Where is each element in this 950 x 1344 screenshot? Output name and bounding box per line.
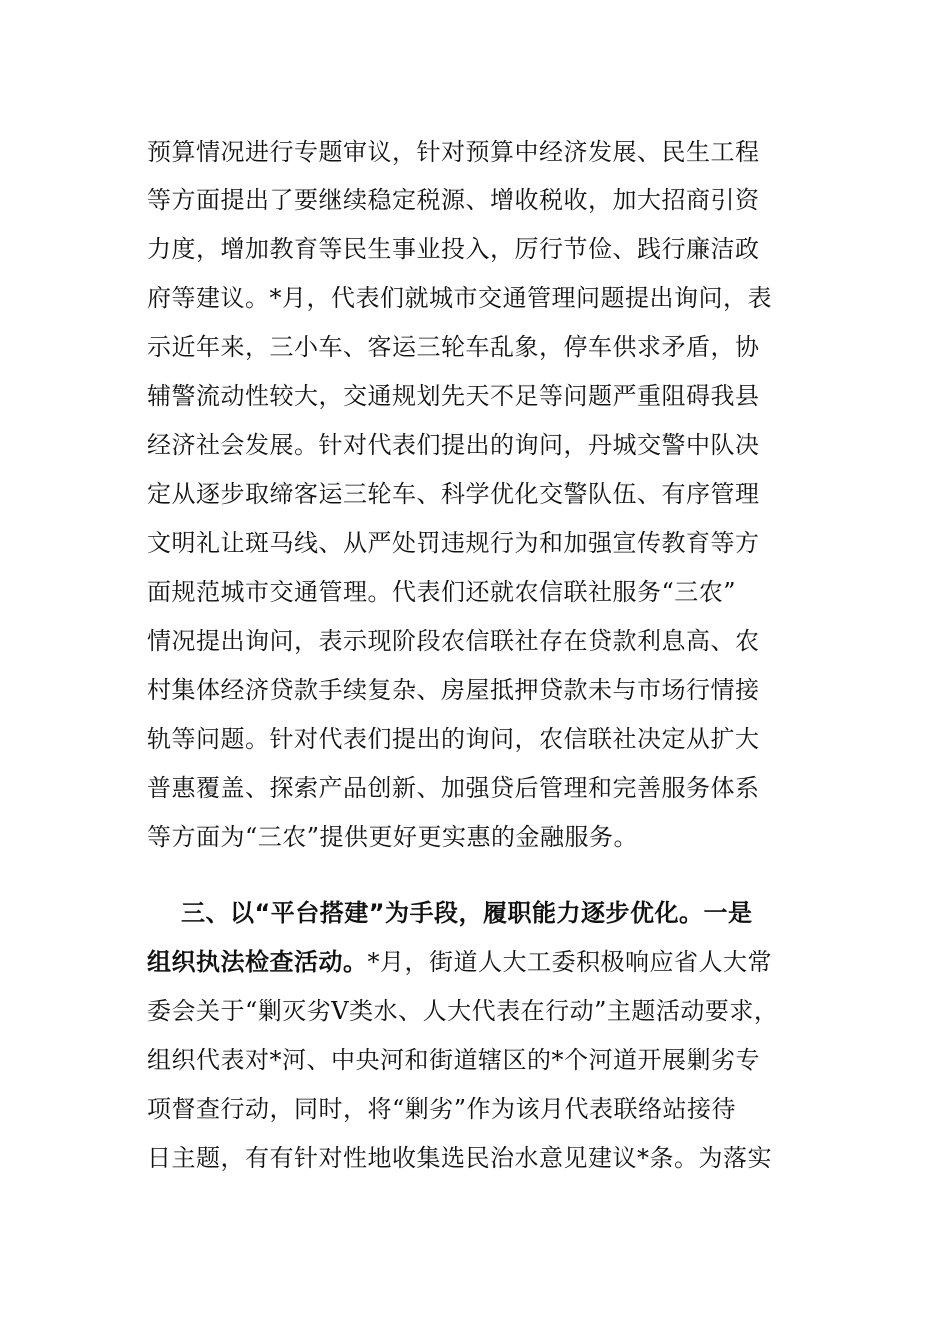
text-line: 委会关于“剿灭劣Ⅴ类水、人大代表在行动”主题活动要求，: [147, 997, 779, 1025]
text-line: 面规范城市交通管理。代表们还就农信联社服务“三农”: [147, 578, 737, 606]
text-line: 经济社会发展。针对代表们提出的询问，丹城交警中队决: [147, 431, 760, 459]
inline-text: *月，街道人大工委积极响应省人大常: [367, 948, 772, 976]
section-heading-line: 三、以“平台搭建”为手段，履职能力逐步优化。一是: [181, 899, 753, 927]
text-line: 府等建议。*月，代表们就城市交通管理问题提出询问，表: [147, 284, 772, 312]
text-line: 组织代表对*河、中央河和街道辖区的*个河道开展剿劣专: [147, 1046, 760, 1074]
text-line: 力度，增加教育等民生事业投入，厉行节俭、践行廉洁政: [147, 235, 760, 263]
text-line: 项督查行动，同时，将“剿劣”作为该月代表联络站接待: [147, 1095, 737, 1123]
subheading-inline: 组织执法检查活动。: [147, 948, 368, 976]
text-line: 辅警流动性较大，交通规划先天不足等问题严重阻碍我县: [147, 382, 760, 410]
text-line: 普惠覆盖、探索产品创新、加强贷后管理和完善服务体系: [147, 774, 760, 802]
text-line: 日主题，有有针对性地收集选民治水意见建议*条。为落实: [147, 1144, 772, 1172]
text-line: 情况提出询问，表示现阶段农信联社存在贷款利息高、农: [147, 627, 760, 655]
text-line: 等方面提出了要继续稳定税源、增收税收，加大招商引资: [147, 186, 760, 214]
text-line: 等方面为“三农”提供更好更实惠的金融服务。: [147, 823, 639, 851]
text-line: 示近年来，三小车、客运三轮车乱象，停车供求矛盾，协: [147, 333, 760, 361]
text-line: 文明礼让斑马线、从严处罚违规行为和加强宣传教育等方: [147, 529, 760, 557]
text-line: [147, 945, 772, 979]
text-line: 轨等问题。针对代表们提出的询问，农信联社决定从扩大: [147, 725, 760, 753]
text-line: 预算情况进行专题审议，针对预算中经济发展、民生工程: [147, 138, 760, 166]
text-line: 定从逐步取缔客运三轮车、科学优化交警队伍、有序管理: [147, 480, 760, 508]
text-line: 村集体经济贷款手续复杂、房屋抵押贷款未与市场行情接: [147, 676, 760, 704]
